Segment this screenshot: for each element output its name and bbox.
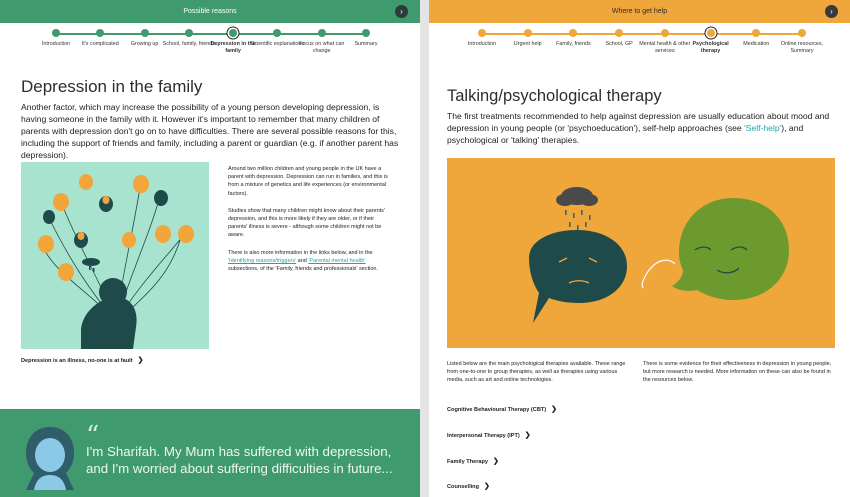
page-title: Depression in the family xyxy=(21,77,203,96)
therapies-column-2: There is some evidence for their effectiveness in depression in young people, but more research is needed. More information on these can also be found in the resources below. xyxy=(643,361,832,384)
step-dot xyxy=(273,29,281,37)
step-dot xyxy=(141,29,149,37)
therapy-link-counselling[interactable] xyxy=(447,482,490,490)
therapy-link-label: Interpersonal Therapy (IPT) xyxy=(447,433,520,439)
section-header-bar xyxy=(0,0,420,23)
step-dot xyxy=(96,29,104,37)
step-label: Mental health & other services xyxy=(639,41,691,54)
self-help-link[interactable]: 'Self-help' xyxy=(744,123,782,134)
step-dot xyxy=(229,29,237,37)
step-label: Focus on what can change xyxy=(299,41,345,54)
therapy-link-label: Counselling xyxy=(447,484,480,490)
progress-stepper xyxy=(28,28,394,68)
step-dot xyxy=(185,29,193,37)
side-paragraph-2: Studies show that many children might know about their parents' depression, and this is more likely if they are older, or if their parents' illness is severe - although some children might not be aware. xyxy=(228,207,385,239)
speech-bubbles-illustration xyxy=(447,158,835,348)
chevron-right-icon: ❯ xyxy=(493,458,499,465)
therapy-link-cognitive-behavioural-therapy-cbt[interactable] xyxy=(447,405,557,413)
chevron-right-icon: › xyxy=(400,7,403,16)
step-dot xyxy=(798,29,806,37)
identifying-reasons-link[interactable]: 'Identifying reasons/triggers' xyxy=(228,257,297,264)
step-dot xyxy=(707,29,715,37)
avatar xyxy=(20,425,80,490)
therapy-illustration xyxy=(447,158,835,348)
thought-bubbles-illustration xyxy=(21,162,209,349)
side-paragraph-1: Around two million children and young people in the UK have a parent with depression. Depression can run in families, and this is from a mixture of genetics and life experiences (or environmental factors). xyxy=(228,166,388,197)
step-label: Urgent help xyxy=(513,41,542,47)
step-dot xyxy=(752,29,760,37)
therapy-link-family-therapy[interactable] xyxy=(447,457,499,465)
step-label: It's complicated xyxy=(81,41,119,47)
step-label: Medication xyxy=(743,41,770,47)
therapies-column-1: Listed below are the main psychological therapies available. These range from one-to-one to group therapies, as well as therapies using various media, such as art and online technologies. xyxy=(447,361,626,384)
section-title: Possible reasons xyxy=(183,8,237,15)
step-label: Online resources, Summary xyxy=(780,41,824,54)
page-title: Talking/psychological therapy xyxy=(447,87,662,105)
parental-mental-health-link[interactable]: 'Parental mental health' xyxy=(308,257,366,264)
section-header-bar xyxy=(429,0,850,23)
step-label: Scientific explanations xyxy=(250,41,305,47)
step-dot xyxy=(569,29,577,37)
left-panel xyxy=(0,0,420,497)
chevron-right-icon: › xyxy=(830,7,833,16)
section-title: Where to get help xyxy=(611,8,668,15)
therapy-link-label: Family Therapy xyxy=(447,459,489,465)
step-label: School, family, friends xyxy=(162,41,216,47)
chevron-right-icon: ❯ xyxy=(524,432,531,439)
step-label: Summary xyxy=(354,41,378,47)
panel-divider xyxy=(420,0,429,497)
step-label: Introduction xyxy=(467,41,497,47)
chevron-right-icon: ❯ xyxy=(551,406,558,413)
family-illustration xyxy=(21,162,209,349)
step-dot xyxy=(362,29,370,37)
therapy-link-label: Cognitive Behavioural Therapy (CBT) xyxy=(447,407,547,413)
step-label: Growing up xyxy=(130,41,159,47)
no-fault-link[interactable]: Depression is an illness, no-one is at fault ❯ xyxy=(21,357,144,364)
step-summary[interactable] xyxy=(338,28,394,48)
side-paragraph-3: There is also more information in the links below, and in the 'Identifying reasons/triggers' and 'Parental mental health' subsections, of the 'Family, friends and professionals' section. xyxy=(228,249,378,273)
quote-mark-icon: “ xyxy=(86,421,100,451)
step-dot xyxy=(52,29,60,37)
chevron-right-icon: ❯ xyxy=(137,357,144,364)
step-dot xyxy=(478,29,486,37)
right-panel xyxy=(429,0,850,497)
step-online-resources-summary[interactable] xyxy=(774,28,830,54)
step-dot xyxy=(615,29,623,37)
step-dot xyxy=(524,29,532,37)
step-label: Family, friends xyxy=(556,41,591,47)
progress-stepper xyxy=(454,28,830,68)
quote-text: I'm Sharifah. My Mum has suffered with depression, and I'm worried about suffering difficulties in future... xyxy=(86,444,393,476)
chevron-right-icon: ❯ xyxy=(484,483,490,490)
side-text xyxy=(228,165,393,282)
therapy-link-interpersonal-therapy-ipt[interactable] xyxy=(447,431,531,439)
step-label: School, GP xyxy=(605,41,633,47)
step-label: Depression in the family xyxy=(210,41,256,54)
intro-paragraph: Another factor, which may increase the possibility of a young person developing depression, is having someone in the family with it. However it's important to remember that many children of parents with depression don't go on to have difficulties. There are several possible reasons for this, including the support of friends and family, including a parent or guardian (e.g. if another parent has depression). xyxy=(21,102,399,161)
step-dot xyxy=(318,29,326,37)
step-dot xyxy=(661,29,669,37)
step-label: Introduction xyxy=(41,41,71,47)
step-label: Psychological therapy xyxy=(692,41,729,54)
intro-paragraph: The first treatments recommended to help against depression are usually education about mood and depression in young people (or 'psychoeducation'), self-help approaches (see 'Self-help'), and psychological or 'talking' therapies. xyxy=(447,111,830,146)
next-section-button[interactable] xyxy=(825,5,838,18)
next-section-button[interactable] xyxy=(395,5,408,18)
